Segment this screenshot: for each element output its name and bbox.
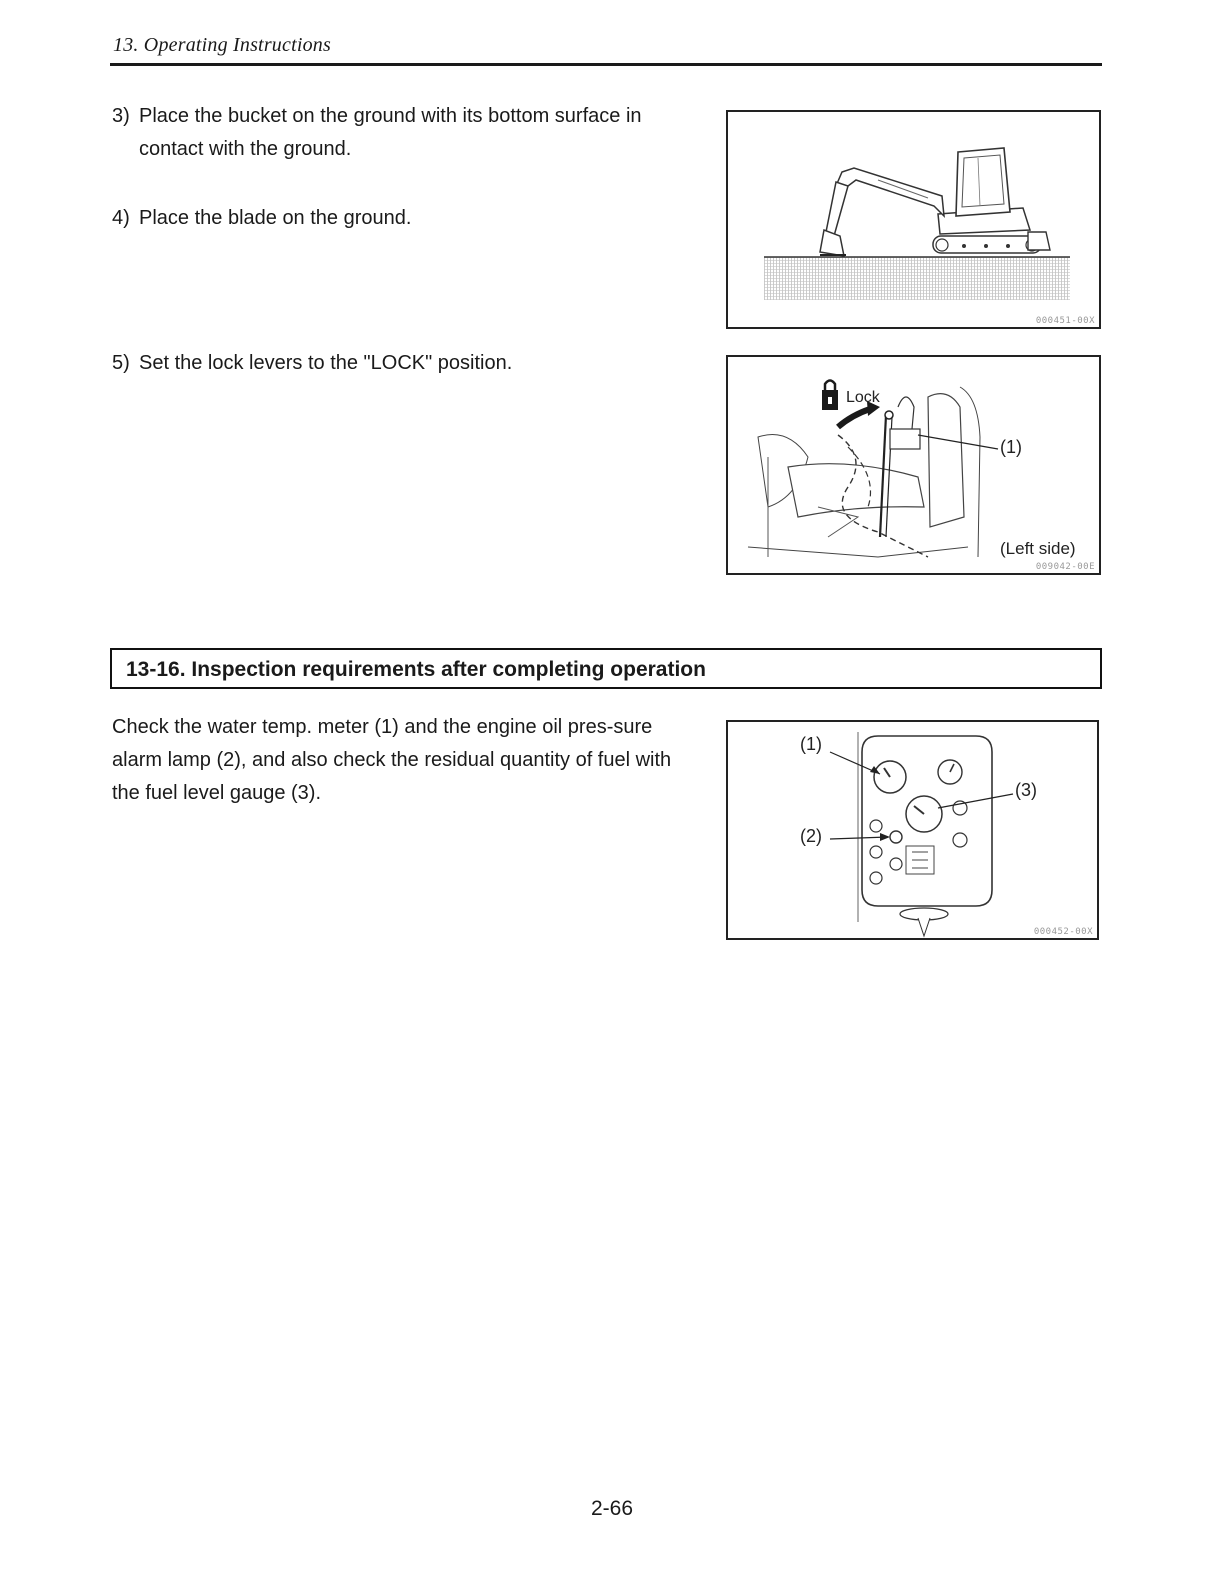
lock-label: Lock: [846, 389, 880, 406]
section-title: 13-16. Inspection requirements after completing operation: [126, 658, 706, 681]
section-header-box: [110, 648, 1102, 689]
excavator-figure: [726, 110, 1101, 329]
step-text: Set the lock levers to the "LOCK" position.: [139, 352, 513, 374]
step-text: Place the blade on the ground.: [139, 207, 412, 229]
instrument-panel-illustration: [728, 722, 1097, 938]
page-number: 2-66: [590, 1497, 634, 1520]
step-number: 4): [112, 207, 130, 229]
lock-icon: [822, 381, 838, 411]
oil-pressure-lamp-icon: [890, 831, 902, 843]
step-text: Place the bucket on the ground with its bottom surface in contact with the ground.: [139, 105, 642, 160]
step-3: [112, 100, 682, 166]
figure-code: 000451-00X: [1035, 316, 1095, 326]
callout-2: (2): [800, 826, 822, 846]
step-number: 5): [112, 352, 130, 374]
step-number: 3): [112, 105, 130, 127]
section-paragraph: Check the water temp. meter (1) and the engine oil pres-sure alarm lamp (2), and also check the residual quantity of fuel with the fuel level gauge (3).: [112, 716, 672, 804]
figure-code: 000452-00X: [1033, 927, 1093, 937]
page-header-title: 13. Operating Instructions: [113, 34, 331, 56]
water-temp-gauge-icon: [874, 761, 906, 793]
lock-lever-figure: [726, 355, 1101, 575]
excavator-illustration: [728, 112, 1099, 327]
fuel-level-gauge-icon: [906, 796, 942, 832]
header-rule: [110, 63, 1102, 66]
step-5: [112, 347, 682, 380]
instrument-panel-figure: [726, 720, 1099, 940]
step-4: [112, 202, 682, 235]
callout-1: (1): [800, 734, 822, 754]
side-label: (Left side): [1000, 539, 1076, 558]
callout-1: (1): [1000, 437, 1022, 457]
callout-3: (3): [1015, 780, 1037, 800]
figure-code: 009042-00E: [1035, 562, 1095, 572]
